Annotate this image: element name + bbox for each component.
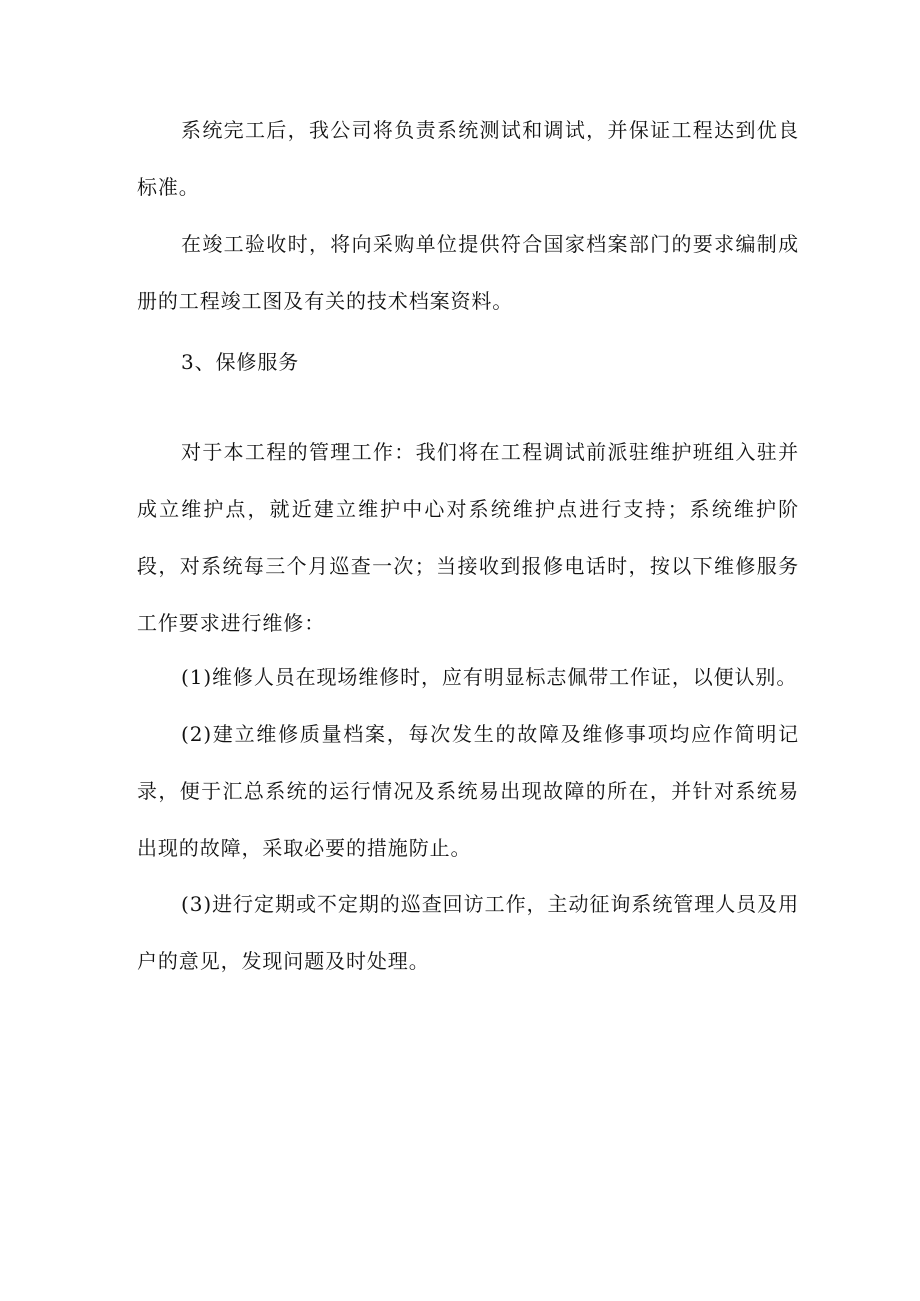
section-heading-warranty: 3、保修服务 <box>181 350 300 374</box>
list-item-3: (3)进行定期或不定期的巡查回访工作，主动征询系统管理人员及用户的意见，发现问题及时处理。 <box>137 892 799 973</box>
paragraph-system-completion: 系统完工后，我公司将负责系统测试和调试，并保证工程达到优良标准。 <box>137 118 799 199</box>
paragraph-acceptance: 在竣工验收时，将向采购单位提供符合国家档案部门的要求编制成册的工程竣工图及有关的技术档案资料。 <box>137 232 799 313</box>
paragraph-management: 对于本工程的管理工作：我们将在工程调试前派驻维护班组入驻并成立维护点，就近建立维护中心对系统维护点进行支持；系统维护阶段，对系统每三个月巡查一次；当接收到报修电话时，按以下维修服务工作要求进行维修： <box>137 440 799 635</box>
list-item-1: (1)维修人员在现场维修时，应有明显标志佩带工作证，以便认别。 <box>181 665 798 689</box>
list-item-2: (2)建立维修质量档案，每次发生的故障及维修事项均应作简明记录，便于汇总系统的运行情况及系统易出现故障的所在，并针对系统易出现的故障，采取必要的措施防止。 <box>137 722 799 860</box>
